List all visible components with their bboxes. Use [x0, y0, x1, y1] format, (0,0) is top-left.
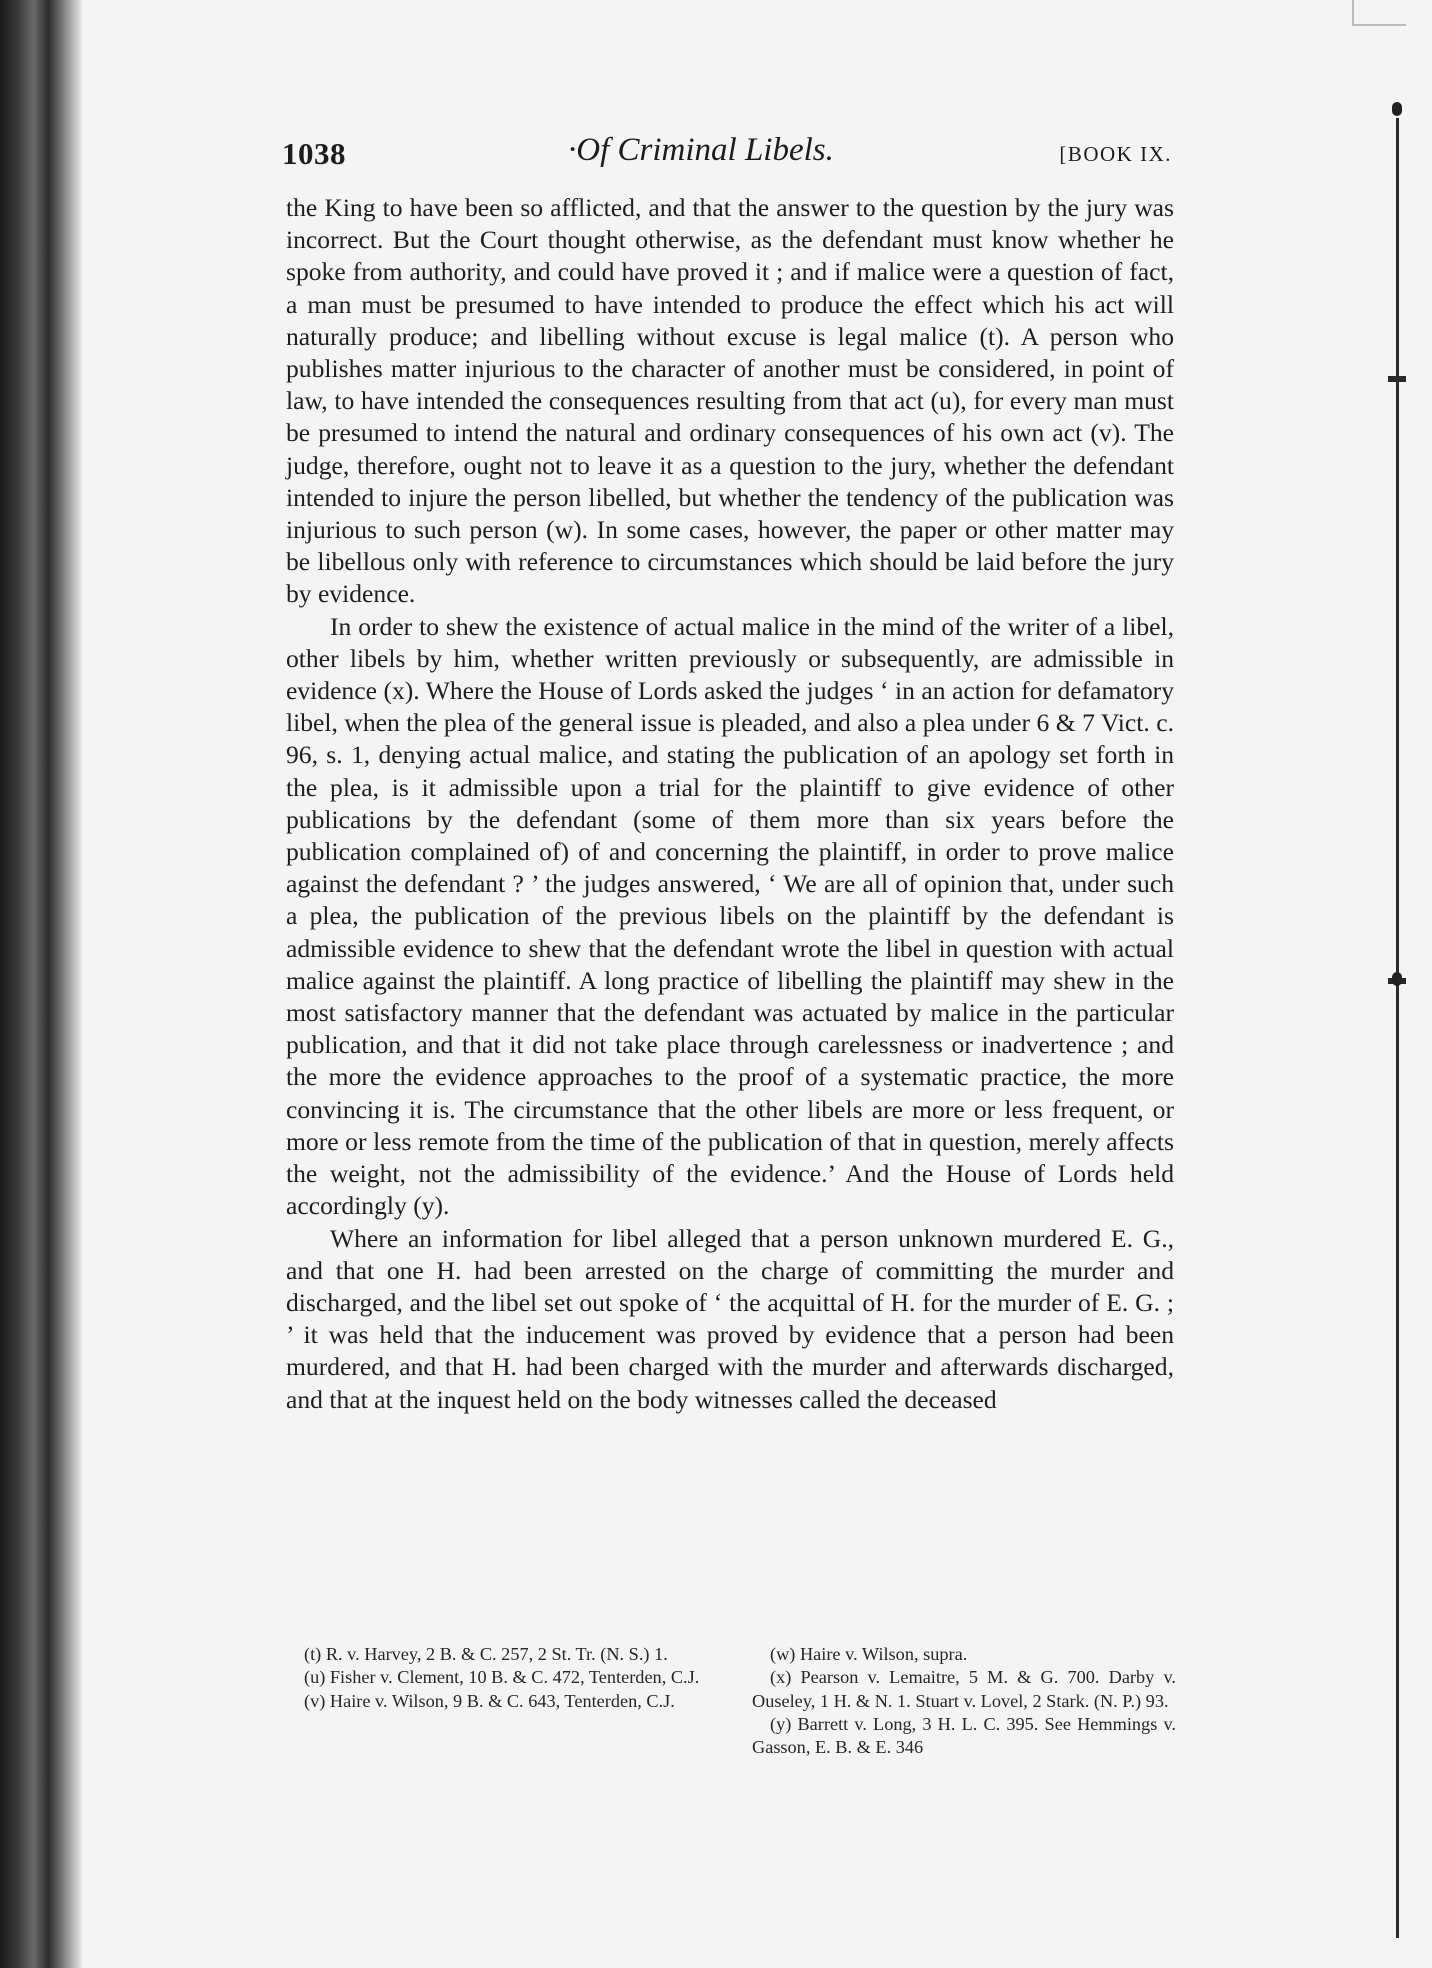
footnote: (y) Barrett v. Long, 3 H. L. C. 395. See Hemmings v. Gasson, E. B. & E. 346 — [752, 1713, 1176, 1758]
page-edge-rule — [1396, 118, 1399, 1938]
footnote: (v) Haire v. Wilson, 9 B. & C. 643, Tenterden, C.J. — [304, 1690, 675, 1711]
paragraph: Where an information for libel alleged that a person unknown murdered E. G., and that one H. had been arrested on the charge of committing the murder and discharged, and the libel set out spoke of ‘ the acquittal of H. for the murder of E. G. ; ’ it was held that the inducement was proved by evidence that a person had been murdered, and that H. had been charged with the murder and afterwards discharged, and that at the inquest held on the body witnesses called the deceased — [286, 1223, 1174, 1414]
running-head — [282, 132, 1172, 176]
binding-mark — [1388, 376, 1406, 382]
body-text — [286, 192, 1174, 1416]
binding-mark — [1392, 972, 1402, 986]
chapter-title: ·Of Criminal Libels. — [568, 132, 834, 168]
footnote: (t) R. v. Harvey, 2 B. & C. 257, 2 St. Tr. (N. S.) 1. — [304, 1644, 668, 1664]
page-corner-mark — [1352, 0, 1406, 26]
footnotes-left-column — [286, 1643, 710, 1759]
paragraph: In order to shew the existence of actual malice in the mind of the writer of a libel, other libels by him, whether written previously or subsequently, are admissible in evidence (x). Where the House of Lords asked the judges ‘ in an action for defamatory libel, when the plea of the general issue is pleaded, and also a plea under 6 & 7 Vict. c. 96, s. 1, denying actual malice, and stating the publication of an apology set forth in the plea, is it admissible upon a trial for the plaintiff to give evidence of other publications by the defendant (some of them more than six years before the publication complained of) of and concerning the plaintiff, in order to prove malice against the defendant ? ’ the judges answered, ‘ We are all of opinion that, under such a plea, the publication of the previous libels on the plaintiff by the defendant is admissible evidence to shew that the defendant wrote the libel in question with actual malice against the plaintiff. A long practice of libelling the plaintiff may shew in the most satisfactory manner that the defendant was actuated by malice in the particular publication, and that it did not take place through carelessness or inadvertence ; and the more the evidence approaches to the proof of a systematic practice, the more convincing it is. The circumstance that the other libels are more or less frequent, or more or less remote from the time of the publication of that in question, merely affects the weight, not the admissibility of the evidence.’ And the House of Lords held accordingly (y). — [286, 611, 1174, 1221]
footnotes — [286, 1643, 1176, 1759]
paragraph: the King to have been so afflicted, and that the answer to the question by the jury was incorrect. But the Court thought otherwise, as the defendant must know whether he spoke from authority, and could have proved it ; and if malice were a question of fact, a man must be presumed to have intended to produce the effect which his act will naturally produce; and libelling without excuse is legal malice (t). A person who publishes matter injurious to the character of another must be considered, in point of law, to have intended the consequences resulting from that act (u), for every man must be presumed to intend the natural and ordinary consequences of his own act (v). The judge, therefore, ought not to leave it as a question to the jury, whether the defendant intended to injure the person libelled, but whether the tendency of the publication was injurious to such person (w). In some cases, however, the paper or other matter may be libellous only with reference to circumstances which should be laid before the jury by evidence. — [286, 193, 1174, 609]
footnote: (u) Fisher v. Clement, 10 B. & C. 472, Tenterden, C.J. — [304, 1667, 700, 1688]
page-number: 1038 — [282, 136, 346, 171]
binding-mark — [1392, 102, 1402, 116]
footnote: (w) Haire v. Wilson, supra. — [770, 1644, 968, 1664]
footnotes-right-column — [752, 1643, 1176, 1759]
book-label: [BOOK IX. — [1059, 142, 1172, 166]
book-spine — [0, 0, 82, 1968]
footnote: (x) Pearson v. Lemaitre, 5 M. & G. 700. Darby v. Ouseley, 1 H. & N. 1. Stuart v. Lovel, 2 Stark. (N. P.) 93. — [752, 1667, 1176, 1711]
